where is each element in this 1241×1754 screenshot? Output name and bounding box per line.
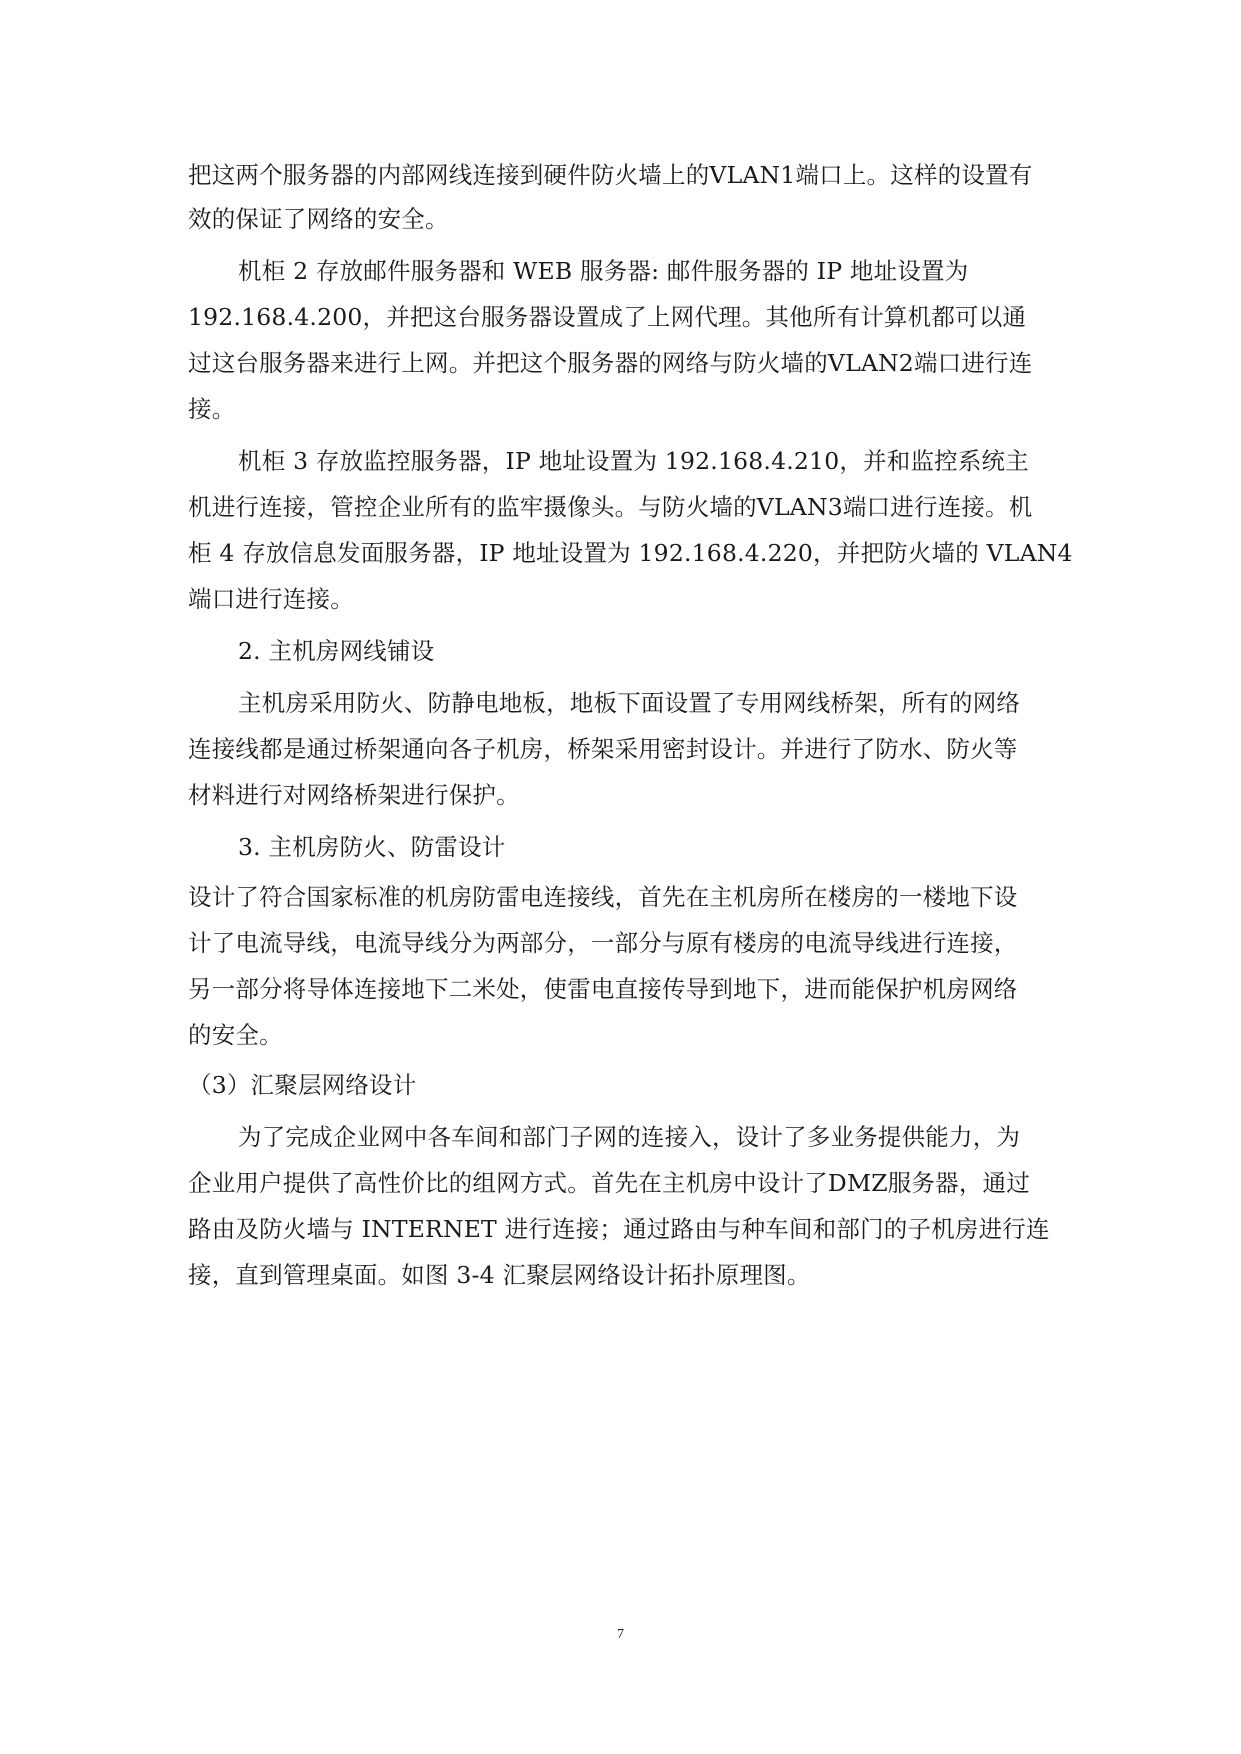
- paragraph-line: 192.168.4.200，并把这台服务器设置成了上网代理。其他所有计算机都可以通: [188, 303, 1027, 331]
- paragraph-line: 机柜 3 存放监控服务器，IP 地址设置为 192.168.4.210，并和监控系统主: [238, 447, 1029, 475]
- page-number: 7: [617, 1627, 624, 1642]
- paragraph-line: 柜 4 存放信息发面服务器，IP 地址设置为 192.168.4.220，并把防火墙的 VLAN4: [188, 539, 1073, 567]
- paragraph-line: 材料进行对网络桥架进行保护。: [188, 781, 520, 809]
- paragraph-line: 另一部分将导体连接地下二米处，使雷电直接传导到地下，进而能保护机房网络: [188, 975, 1018, 1003]
- section-heading: 2. 主机房网线铺设: [238, 637, 435, 665]
- paragraph-line: 主机房采用防火、防静电地板，地板下面设置了专用网线桥架，所有的网络: [238, 689, 1021, 717]
- section-heading: 3. 主机房防火、防雷设计: [238, 833, 506, 861]
- paragraph-line: 接，直到管理桌面。如图 3-4 汇聚层网络设计拓扑原理图。: [188, 1261, 811, 1289]
- paragraph-line: 企业用户提供了高性价比的组网方式。首先在主机房中设计了DMZ服务器，通过: [188, 1169, 1030, 1197]
- section-heading: （3）汇聚层网络设计: [188, 1071, 417, 1099]
- paragraph-line: 计了电流导线，电流导线分为两部分，一部分与原有楼房的电流导线进行连接，: [188, 929, 1018, 957]
- paragraph-line: 端口进行连接。: [188, 585, 354, 613]
- paragraph-line: 为了完成企业网中各车间和部门子网的连接入，设计了多业务提供能力，为: [238, 1123, 1021, 1151]
- paragraph-line: 接。: [188, 395, 236, 423]
- paragraph-line: 连接线都是通过桥架通向各子机房，桥架采用密封设计。并进行了防水、防火等: [188, 735, 1018, 763]
- paragraph-line: 机柜 2 存放邮件服务器和 WEB 服务器: 邮件服务器的 IP 地址设置为: [238, 257, 969, 285]
- paragraph-line: 设计了符合国家标准的机房防雷电连接线，首先在主机房所在楼房的一楼地下设: [188, 883, 1018, 911]
- paragraph-line: 路由及防火墙与 INTERNET 进行连接；通过路由与种车间和部门的子机房进行连: [188, 1215, 1050, 1243]
- paragraph-line: 把这两个服务器的内部网线连接到硬件防火墙上的VLAN1端口上。这样的设置有: [188, 161, 1033, 189]
- paragraph-line: 机进行连接，管控企业所有的监牢摄像头。与防火墙的VLAN3端口进行连接。机: [188, 493, 1033, 521]
- paragraph-line: 的安全。: [188, 1021, 283, 1049]
- paragraph-line: 效的保证了网络的安全。: [188, 205, 449, 233]
- paragraph-line: 过这台服务器来进行上网。并把这个服务器的网络与防火墙的VLAN2端口进行连: [188, 349, 1033, 377]
